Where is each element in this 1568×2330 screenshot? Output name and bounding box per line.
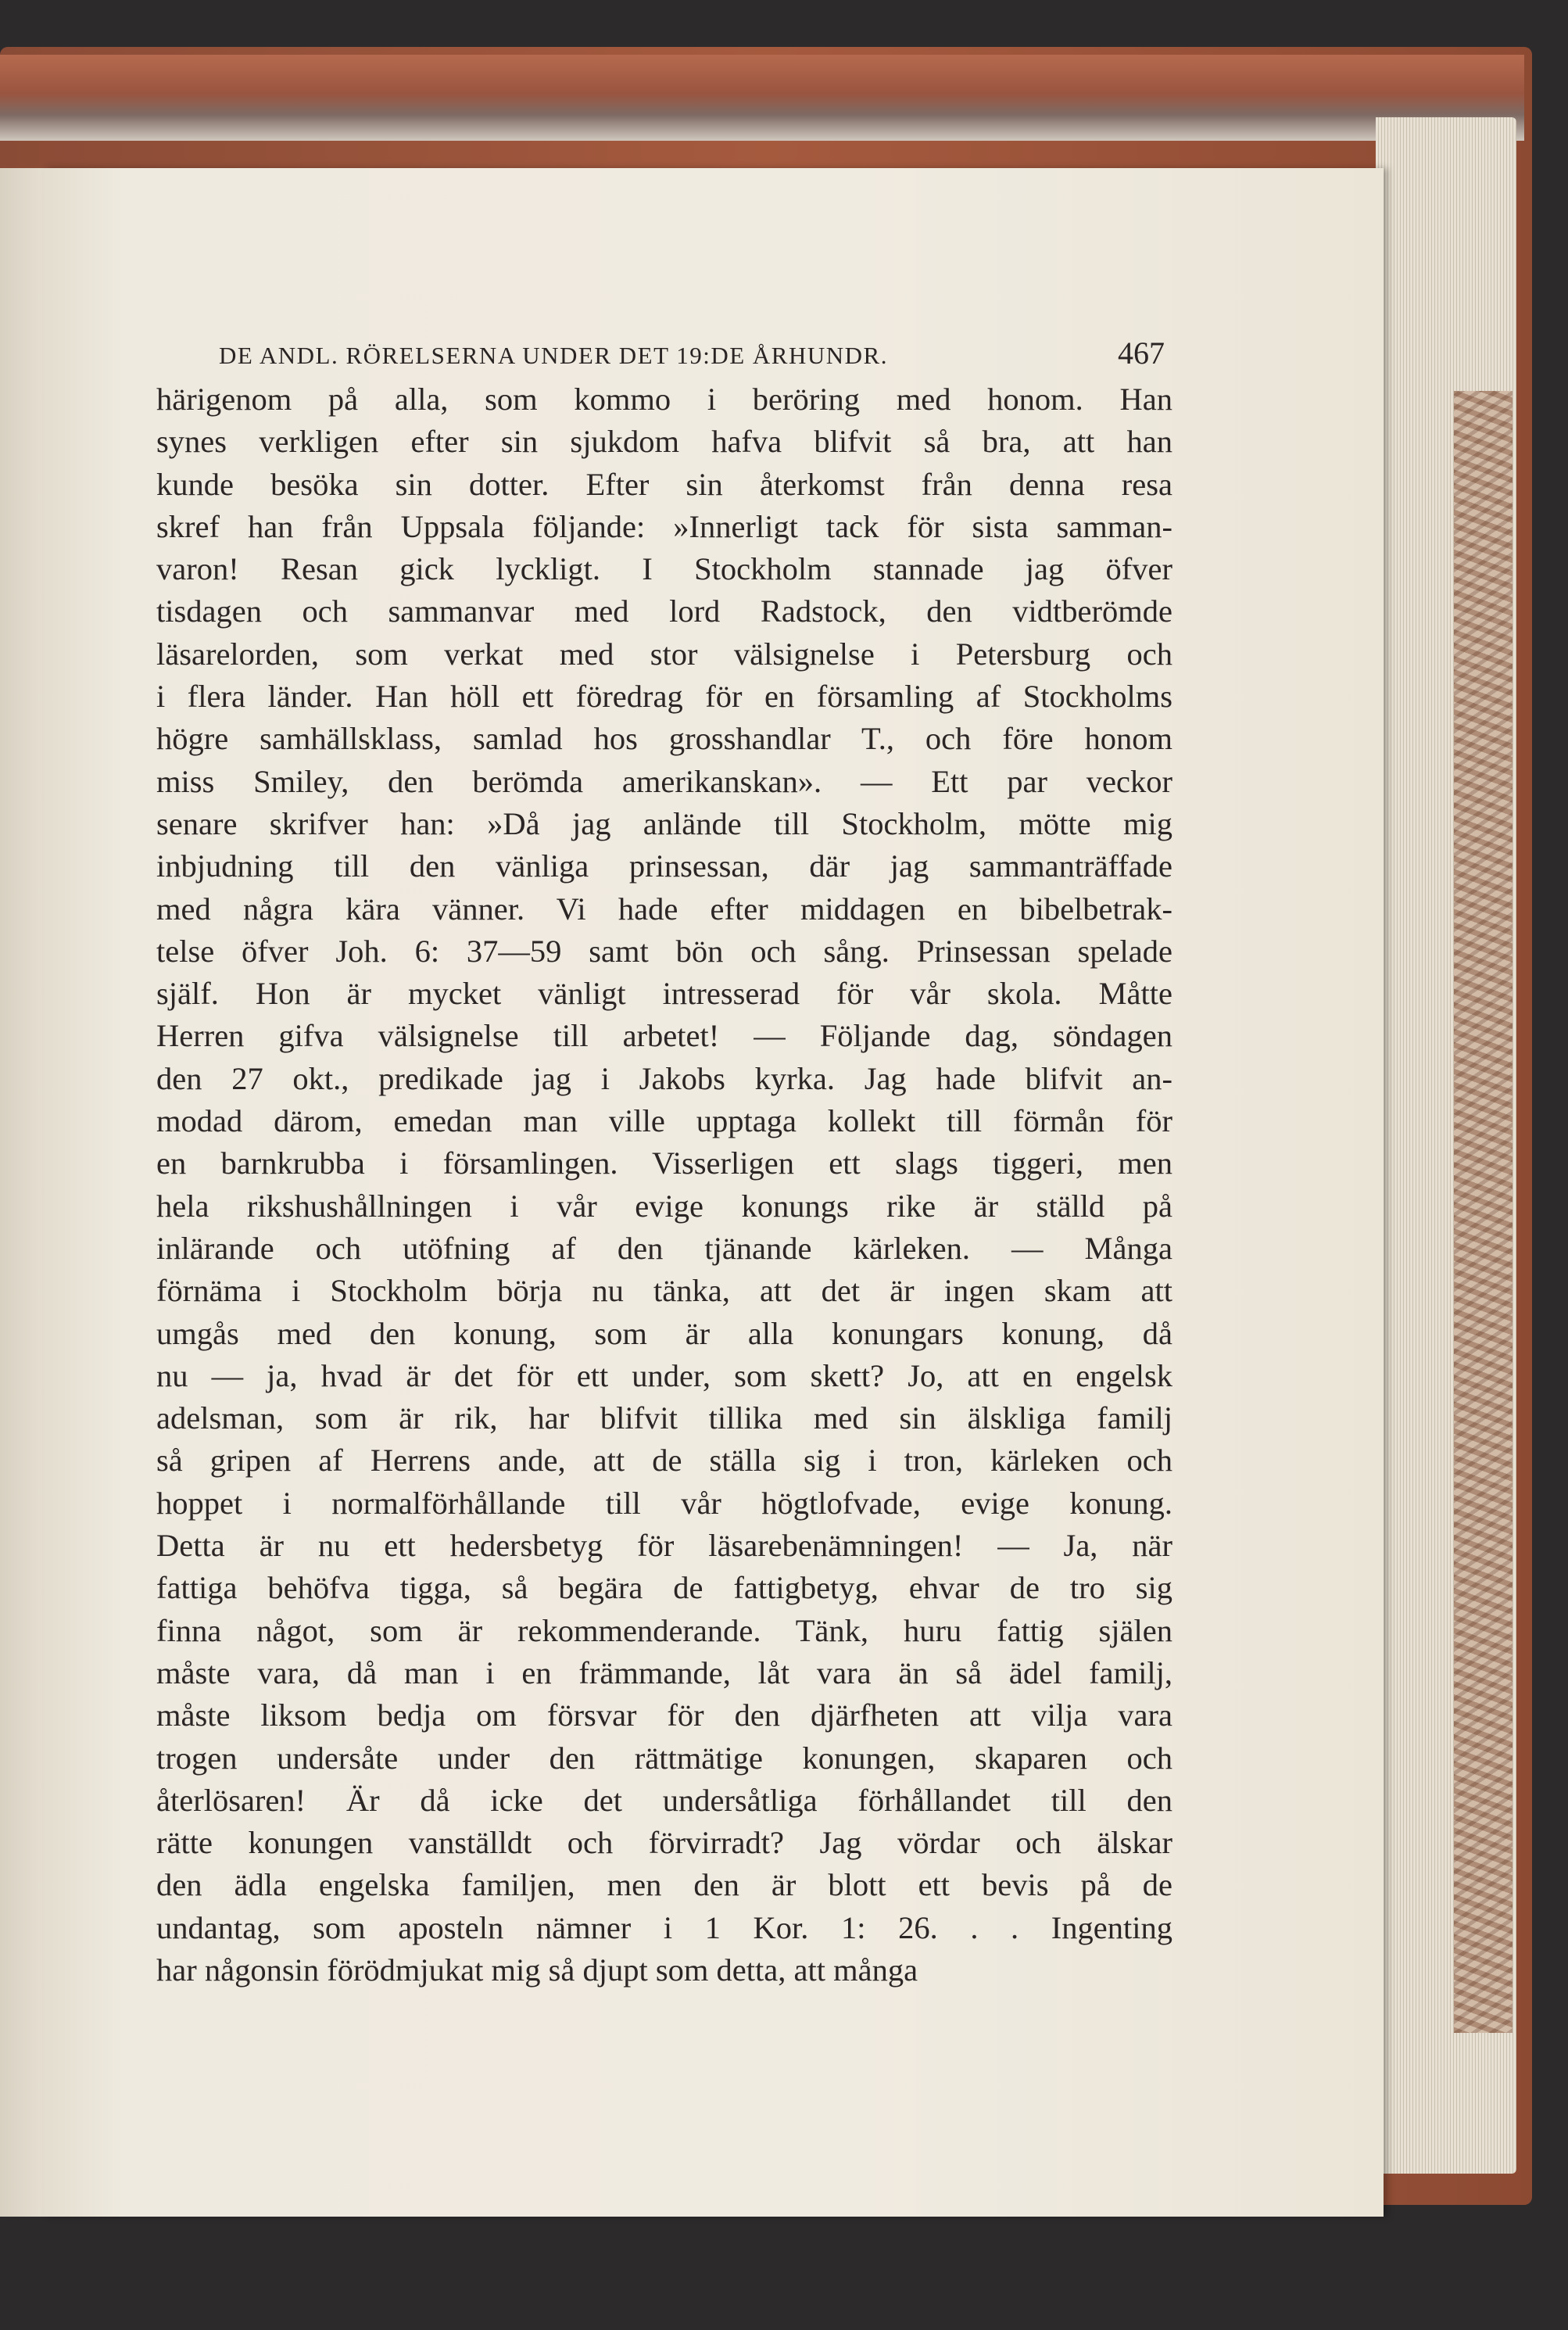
text-line: finna något, som är rekommenderande. Tänk, huru fattig själen	[156, 1612, 1172, 1648]
text-line: inlärande och utöfning af den tjänande kärleken. — Många	[156, 1230, 1172, 1266]
text-line: en barnkrubba i församlingen. Visserligen ett slags tiggeri, men	[156, 1145, 1172, 1181]
text-line: umgås med den konung, som är alla konungars konung, då	[156, 1315, 1172, 1351]
text-line: Detta är nu ett hedersbetyg för läsarebenämningen! — Ja, när	[156, 1528, 1172, 1564]
text-line: miss Smiley, den berömda amerikanskan». — Ett par veckor	[156, 763, 1172, 799]
running-head	[219, 335, 1165, 371]
text-line: i flera länder. Han höll ett föredrag för en församling af Stockholms	[156, 679, 1172, 715]
text-line: högre samhällsklass, samlad hos grosshandlar T., och före honom	[156, 721, 1172, 757]
text-line: har någonsin förödmjukat mig så djupt som detta, att många	[156, 1952, 918, 1988]
book-top-edge	[0, 55, 1524, 141]
text-line: skref han från Uppsala följande: »Innerligt tack för sista samman-	[156, 508, 1172, 544]
text-line: adelsman, som är rik, har blifvit tillika med sin älskliga familj	[156, 1400, 1172, 1436]
text-line: nu — ja, hvad är det för ett under, som skett? Jo, att en engelsk	[156, 1357, 1172, 1393]
text-line: återlösaren! Är då icke det undersåtliga förhållandet till den	[156, 1782, 1172, 1818]
page-number: 467	[1118, 335, 1165, 371]
text-line: själf. Hon är mycket vänligt intresserad för vår skola. Måtte	[156, 976, 1172, 1012]
text-line: rätte konungen vanställdt och förvirradt? Jag vördar och älskar	[156, 1825, 1172, 1861]
text-line: fattiga behöfva tigga, så begära de fattigbetyg, ehvar de tro sig	[156, 1570, 1172, 1606]
marbled-edge	[1454, 391, 1513, 2033]
text-line: Herren gifva välsignelse till arbetet! — Följande dag, söndagen	[156, 1018, 1172, 1054]
text-line: förnäma i Stockholm börja nu tänka, att det är ingen skam att	[156, 1273, 1172, 1309]
text-line: trogen undersåte under den rättmätige konungen, skaparen och	[156, 1740, 1172, 1776]
body-text	[156, 378, 1172, 1991]
text-line: inbjudning till den vänliga prinsessan, där jag sammanträffade	[156, 848, 1172, 884]
text-line: tisdagen och sammanvar med lord Radstock, den vidtberömde	[156, 593, 1172, 629]
text-line: med några kära vänner. Vi hade efter middagen en bibelbetrak-	[156, 891, 1172, 927]
text-line: den 27 okt., predikade jag i Jakobs kyrka. Jag hade blifvit an-	[156, 1060, 1172, 1096]
text-line: hoppet i normalförhållande till vår högtlofvade, evige konung.	[156, 1485, 1172, 1521]
text-line: modad därom, emedan man ville upptaga kollekt till förmån för	[156, 1103, 1172, 1139]
text-line: den ädla engelska familjen, men den är blott ett bevis på de	[156, 1867, 1172, 1903]
text-line: så gripen af Herrens ande, att de ställa sig i tron, kärleken och	[156, 1443, 1172, 1479]
text-line: telse öfver Joh. 6: 37—59 samt bön och sång. Prinsessan spelade	[156, 933, 1172, 969]
text-line: varon! Resan gick lyckligt. I Stockholm stannade jag öfver	[156, 551, 1172, 587]
text-line: synes verkligen efter sin sjukdom hafva blifvit så bra, att han	[156, 424, 1172, 460]
text-line: kunde besöka sin dotter. Efter sin återkomst från denna resa	[156, 466, 1172, 502]
text-line: senare skrifver han: »Då jag anlände till Stockholm, mötte mig	[156, 805, 1172, 841]
text-line: härigenom på alla, som kommo i beröring med honom. Han	[156, 382, 1172, 417]
text-line: läsarelorden, som verkat med stor välsignelse i Petersburg och	[156, 636, 1172, 672]
text-line: måste vara, då man i en främmande, låt vara än så ädel familj,	[156, 1654, 1172, 1690]
text-line: måste liksom bedja om försvar för den djärfheten att vilja vara	[156, 1697, 1172, 1733]
text-line: hela rikshushållningen i vår evige konungs rike är ställd på	[156, 1188, 1172, 1224]
running-title: DE ANDL. RÖRELSERNA UNDER DET 19:DE ÅRHUNDR.	[219, 342, 888, 369]
text-line: undantag, som aposteln nämner i 1 Kor. 1: 26. . . Ingenting	[156, 1909, 1172, 1945]
